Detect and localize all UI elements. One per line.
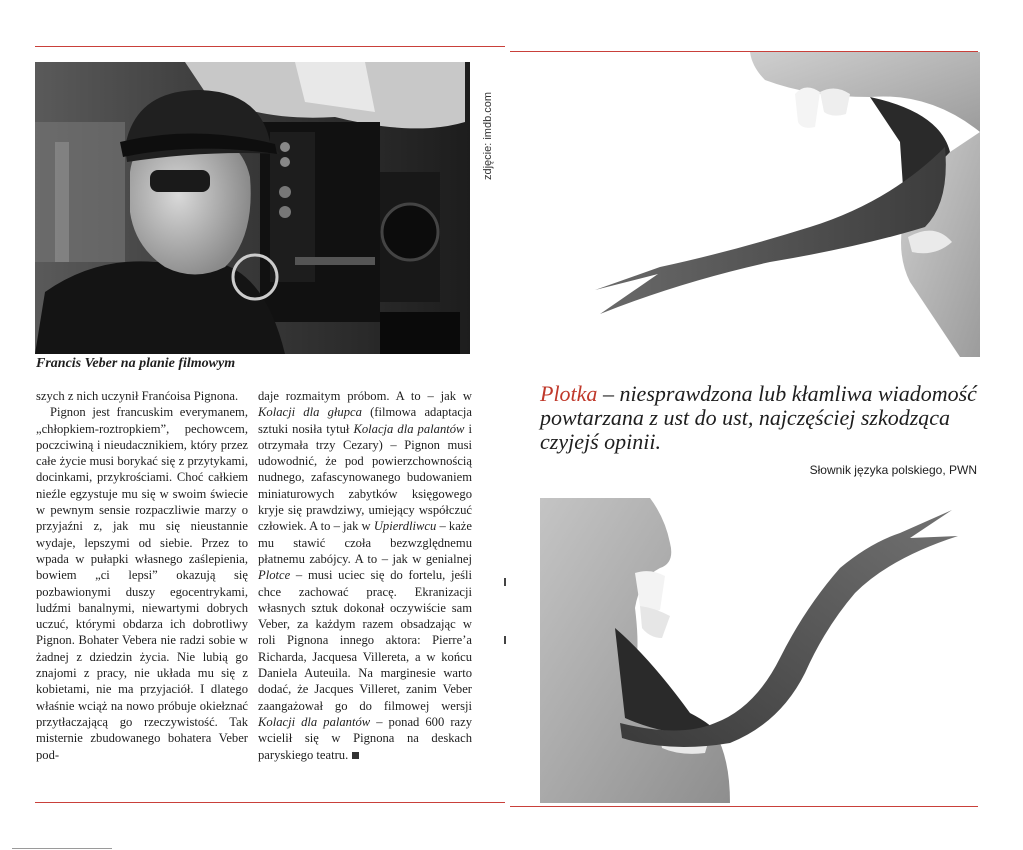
margin-mark — [504, 578, 506, 586]
definition-text: – niesprawdzona lub kłamliwa wiadomość powtarzana z ust do ust, najczęściej szkodząca czyjejś opinii. — [540, 381, 977, 454]
photo-credit-text: zdjęcie: imdb.com — [482, 91, 494, 180]
article-paragraph: szych z nich uczynił Franćoisa Pignona. — [36, 389, 239, 403]
article-paragraph: Pignon jest francuskim everymanem, „chłopkiem-roztropkiem”, pechowcem, poczciwiną i nieudacznikiem, który przez całe życie musi borykać się z przytykami, docinkami, przykrościami. Choć całkiem nieźle egzystuje mu się w swoim świecie w pewnym sensie rozpaczliwie marzy o przyjaźni z, jak mu się nieustannie wydaje, lepszymi od siebie. Przez to wpada w pułapki własnego zaślepienia, bowiem „ci lepsi” okazują się pozbawionymi duszy egocentrykami, ludźmi banalnymi, niewartymi dobrych uczuć, którymi obdarza ich dobrotliwy Pignon. Bohater Vebera nie radzi sobie w żadnej z dziedzin życia. Nie lubią go znajomi z pracy, nie układa mu się z kobietami, nie ma przyjaciół. I dlatego właśnie wciąż na nowo próbuje okiełznać przytłaczającą go rzeczywistość. Tak misternie zbudowanego bohatera Veber pod- — [36, 405, 248, 762]
definition-quote — [540, 382, 980, 454]
film-title: Kolacji dla głupca — [258, 405, 362, 420]
mouth-tongue-image-top — [540, 52, 980, 357]
article-paragraph-col2 — [258, 388, 472, 763]
director-photo — [35, 62, 470, 354]
bottom-rule-right — [510, 806, 978, 807]
definition-source: Słownik języka polskiego, PWN — [809, 463, 977, 477]
top-rule-left — [35, 46, 505, 47]
mouth-tongue-image-bottom — [540, 498, 980, 803]
photo-caption: Francis Veber na planie filmowym — [36, 356, 236, 371]
photo-credit — [468, 62, 494, 182]
text-run: (filmowa adaptacja sztuki nosiła tytuł — [258, 405, 472, 436]
film-title: Kolacji dla palantów — [258, 714, 371, 729]
film-title: Plotce — [258, 568, 291, 583]
text-run: i otrzymała trzy Cezary) – Pignon musi udowodnić, że pod powierzchownością nudnego, zafascynowanego budowaniem miniaturowych zabytków księgowego kryje się prawdziwy, umiejący współczuć człowiek. A to – jak w — [258, 421, 472, 534]
text-run: – ponad 600 razy wcielił się w Pignona na deskach paryskiego teatru. — [258, 714, 472, 762]
definition-term: Plotka — [540, 381, 598, 406]
article-column-2 — [258, 388, 472, 763]
text-run: – musi uciec się do fortelu, jeśli chce zachować pracę. Ekranizacji własnych sztuk dokonał oczywiście sam Veber, za każdym razem obsadzając w roli Pignona innego aktora: Pierre’a Richarda, Jacquesa Villereta, a w końcu Daniela Auteuila. Na marginesie warto dodać, że Jacques Villeret, zanim Veber zaangażował go do filmowej wersji — [258, 568, 472, 713]
bottom-rule-left — [35, 802, 505, 803]
text-run: daje rozmaitym próbom. A to – jak w — [258, 389, 472, 403]
text-run: – każe mu stawić czoła bezwzględnemu płatnemu zabójcy. A to – jak w genialnej — [258, 519, 472, 566]
film-title: Upierdliwcu — [373, 519, 437, 534]
margin-mark — [504, 636, 506, 644]
corner-line — [12, 848, 112, 849]
end-mark — [352, 752, 359, 759]
film-title: Kolacja dla palantów — [353, 421, 465, 436]
article-column-1 — [36, 388, 248, 763]
